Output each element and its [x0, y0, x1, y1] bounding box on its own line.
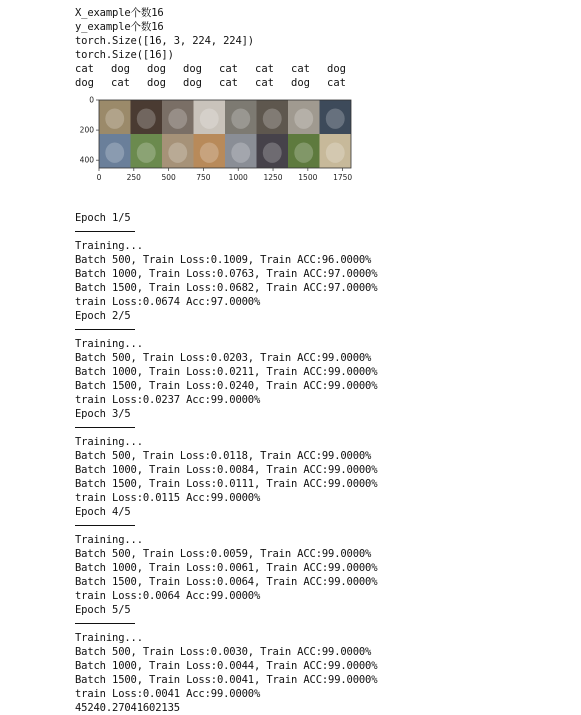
label-cell: cat [219, 63, 238, 75]
label-cell: cat [255, 77, 274, 89]
label-cell: cat [219, 77, 238, 89]
training-status: Training... [75, 436, 143, 448]
label-cell: dog [327, 63, 346, 75]
x-tick-label: 750 [196, 173, 211, 182]
image-tile-subject [231, 143, 250, 163]
training-status: Training... [75, 534, 143, 546]
label-cell: cat [255, 63, 274, 75]
batch-log-line: Batch 500, Train Loss:0.1009, Train ACC:96.0000% [75, 254, 372, 266]
batch-log-line: Batch 500, Train Loss:0.0030, Train ACC:99.0000% [75, 646, 372, 658]
training-log [75, 198, 575, 701]
x-tick-label: 0 [96, 173, 102, 182]
image-grid-plot [75, 95, 365, 192]
image-tile-subject [200, 143, 219, 163]
epoch-title: Epoch 4/5 [75, 506, 131, 518]
epoch-summary: train Loss:0.0064 Acc:99.0000% [75, 590, 261, 602]
image-tile-subject [326, 109, 345, 129]
image-tile-subject [105, 143, 124, 163]
image-tile-subject [294, 143, 313, 163]
image-tile-subject [326, 143, 345, 163]
training-status: Training... [75, 240, 143, 252]
training-status: Training... [75, 632, 143, 644]
x-tick-label: 1750 [333, 173, 353, 182]
x-tick-label: 1250 [263, 173, 283, 182]
x-example-count: X_example个数16 [75, 7, 164, 19]
image-tile-subject [168, 143, 187, 163]
image-tile-subject [294, 109, 313, 129]
y-example-count: y_example个数16 [75, 21, 164, 33]
image-tile-subject [231, 109, 250, 129]
x-tick-label: 250 [126, 173, 141, 182]
batch-log-line: Batch 1500, Train Loss:0.0682, Train ACC:97.0000% [75, 282, 378, 294]
x-tensor-size: torch.Size([16, 3, 224, 224]) [75, 35, 254, 47]
batch-log-line: Batch 500, Train Loss:0.0118, Train ACC:99.0000% [75, 450, 372, 462]
label-cell: dog [147, 77, 166, 89]
epoch-summary: train Loss:0.0237 Acc:99.0000% [75, 394, 261, 406]
image-tile-subject [168, 109, 187, 129]
epoch-title: Epoch 5/5 [75, 604, 131, 616]
label-cell: dog [147, 63, 166, 75]
label-cell: dog [75, 77, 94, 89]
x-tick-label: 500 [161, 173, 176, 182]
label-row-1 [75, 62, 575, 76]
image-tile-subject [137, 143, 156, 163]
y-tick-label: 0 [89, 95, 94, 105]
label-row-2 [75, 76, 575, 90]
batch-log-line: Batch 1000, Train Loss:0.0084, Train ACC:99.0000% [75, 464, 378, 476]
epoch-separator [75, 623, 135, 624]
y-tick-label: 400 [79, 155, 94, 165]
batch-log-line: Batch 1000, Train Loss:0.0763, Train ACC:97.0000% [75, 268, 378, 280]
epoch-title: Epoch 2/5 [75, 310, 131, 322]
label-cell: cat [327, 77, 346, 89]
image-grid-figure [75, 95, 575, 192]
batch-log-line: Batch 1000, Train Loss:0.0061, Train ACC:99.0000% [75, 562, 378, 574]
image-tile-subject [263, 109, 282, 129]
x-tick-label: 1500 [298, 173, 318, 182]
epoch-title: Epoch 3/5 [75, 408, 131, 420]
label-cell: cat [111, 77, 130, 89]
image-tile-subject [263, 143, 282, 163]
x-tick-label: 1000 [228, 173, 248, 182]
batch-log-line: Batch 1500, Train Loss:0.0111, Train ACC:99.0000% [75, 478, 378, 490]
batch-log-line: Batch 1500, Train Loss:0.0041, Train ACC:99.0000% [75, 674, 378, 686]
epoch-title: Epoch 1/5 [75, 212, 131, 224]
training-status: Training... [75, 338, 143, 350]
batch-log-line: Batch 500, Train Loss:0.0203, Train ACC:99.0000% [75, 352, 372, 364]
spacer [75, 198, 575, 211]
label-cell: dog [183, 63, 202, 75]
y-tick-label: 200 [79, 125, 94, 135]
epoch-separator [75, 231, 135, 232]
batch-log-line: Batch 1500, Train Loss:0.0064, Train ACC:99.0000% [75, 576, 378, 588]
batch-log-line: Batch 1000, Train Loss:0.0044, Train ACC:99.0000% [75, 660, 378, 672]
epoch-separator [75, 525, 135, 526]
epoch-summary: train Loss:0.0674 Acc:97.0000% [75, 296, 261, 308]
label-cell: cat [291, 63, 310, 75]
notebook-output [75, 6, 575, 715]
label-cell: dog [291, 77, 310, 89]
batch-log-line: Batch 1500, Train Loss:0.0240, Train ACC:99.0000% [75, 380, 378, 392]
image-tile-subject [200, 109, 219, 129]
label-cell: cat [75, 63, 94, 75]
epoch-summary: train Loss:0.0041 Acc:99.0000% [75, 688, 261, 700]
image-tile-subject [105, 109, 124, 129]
label-cell: dog [183, 77, 202, 89]
image-tile-subject [137, 109, 156, 129]
y-tensor-size: torch.Size([16]) [75, 49, 174, 61]
label-cell: dog [111, 63, 130, 75]
batch-log-line: Batch 500, Train Loss:0.0059, Train ACC:99.0000% [75, 548, 372, 560]
epoch-separator [75, 427, 135, 428]
epoch-separator [75, 329, 135, 330]
batch-log-line: Batch 1000, Train Loss:0.0211, Train ACC:99.0000% [75, 366, 378, 378]
epoch-summary: train Loss:0.0115 Acc:99.0000% [75, 492, 261, 504]
elapsed-time: 45240.27041602135 [75, 702, 180, 714]
